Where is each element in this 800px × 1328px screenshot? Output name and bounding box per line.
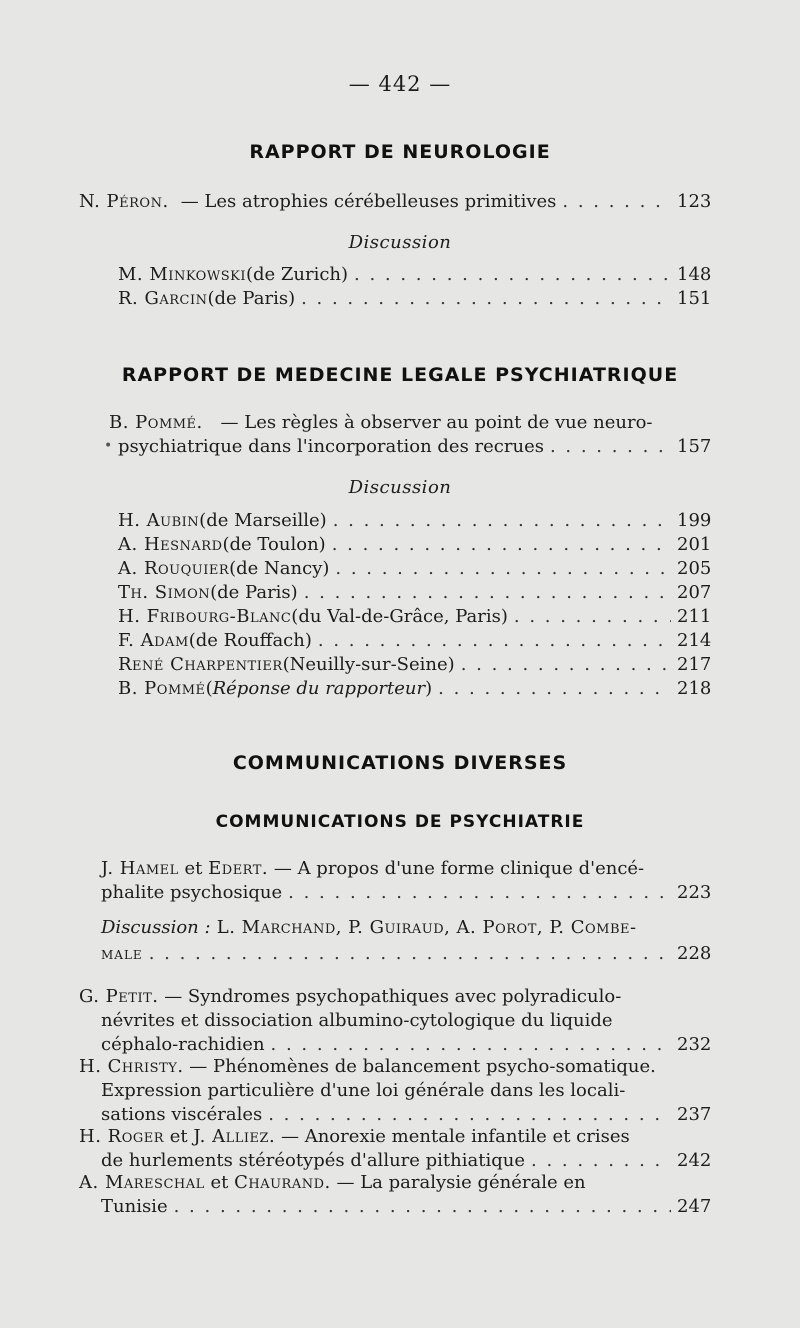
entry-author: A. Hesnard (118, 534, 223, 555)
entry-page: 232 (677, 1034, 712, 1055)
entry-place: (de Paris) (210, 582, 298, 603)
entry-title-line3: sations viscérales (101, 1104, 263, 1125)
entry-paren-open: ( (205, 678, 213, 699)
entry-place: (du Val-de-Grâce, Paris) (291, 606, 508, 627)
entry-place: (de Nancy) (229, 558, 330, 579)
dot-leader (514, 606, 671, 627)
entry-and: et (178, 858, 209, 879)
dot-leader (301, 288, 671, 309)
toc-entry-line1 (79, 986, 621, 1007)
entry-title-line1: — Anorexie mentale infantile et crises (275, 1126, 630, 1147)
toc-entry-line2 (101, 1196, 711, 1217)
entry-page: 247 (677, 1196, 712, 1217)
toc-entry (118, 510, 711, 531)
toc-entry-line1 (101, 858, 644, 879)
entry-author: René Charpentier (118, 654, 283, 675)
entry-author: B. Pommé (118, 678, 206, 699)
dot-leader (304, 582, 671, 603)
entry-place: (de Paris) (207, 288, 296, 309)
entry-page: 157 (677, 436, 712, 457)
entry-title-line2: phalite psychosique (101, 882, 283, 903)
entry-page: 211 (677, 606, 712, 627)
entry-title-line2: de hurlements stéréotypés d'allure pithiatique (101, 1150, 525, 1171)
entry-author: A. Rouquier (118, 558, 230, 579)
entry-author2: Edert. (208, 858, 269, 879)
entry-title-line3: céphalo-rachidien (101, 1034, 265, 1055)
toc-entry (118, 288, 711, 309)
dot-leader (354, 264, 671, 285)
entry-page: 217 (677, 654, 712, 675)
toc-entry-line3 (101, 1104, 711, 1125)
discussion-heading: Discussion (348, 232, 452, 253)
entry-author: H. Roger (79, 1126, 165, 1147)
dot-leader (332, 534, 671, 555)
dot-leader (550, 436, 671, 457)
entry-author: H. Fribourg-Blanc (118, 606, 292, 627)
dot-leader (335, 558, 671, 579)
entry-authors-cont: MALE (101, 948, 143, 962)
dot-leader (318, 630, 671, 651)
entry-page: 237 (677, 1104, 712, 1125)
toc-entry-line2 (101, 1150, 711, 1171)
section-title-medecine-legale: RAPPORT DE MEDECINE LEGALE PSYCHIATRIQUE (121, 364, 679, 386)
dot-leader (562, 191, 671, 212)
section-title-communications: COMMUNICATIONS DIVERSES (232, 752, 568, 774)
entry-author: H. Christy. (79, 1056, 184, 1077)
entry-author: Th. Simon (118, 582, 211, 603)
entry-author: J. Hamel (101, 858, 179, 879)
toc-entry-line3 (101, 1034, 711, 1055)
entry-place: (de Rouffach) (188, 630, 312, 651)
entry-paren-close: ) (425, 678, 433, 699)
entry-title: — Les atrophies cérébelleuses primitives (180, 191, 557, 212)
bullet-mark: • (104, 438, 113, 454)
toc-entry-line2 (101, 943, 711, 964)
entry-author: A. Mareschal (79, 1172, 205, 1193)
entry-title-line2: psychiatrique dans l'incorporation des recrues (118, 436, 544, 457)
toc-entry (79, 191, 711, 212)
toc-entry-line1 (101, 917, 637, 938)
toc-entry (118, 534, 711, 555)
subsection-title-psychiatrie: COMMUNICATIONS DE PSYCHIATRIE (215, 812, 585, 832)
toc-entry-line2 (101, 882, 711, 903)
entry-place: (Neuilly-sur-Seine) (282, 654, 455, 675)
page-number: — 442 — (348, 72, 452, 96)
entry-page: 214 (677, 630, 712, 651)
entry-author: H. Aubin (118, 510, 200, 531)
entry-place: (de Toulon) (222, 534, 326, 555)
entry-authors: L. Marchand, P. Guiraud, A. Porot, P. Combe- (210, 917, 637, 938)
entry-author: M. Minkowski (118, 264, 246, 285)
entry-page: 205 (677, 558, 712, 579)
entry-author2: J. Alliez. (193, 1126, 276, 1147)
dot-leader (271, 1034, 671, 1055)
toc-entry-line2: Expression particulière d'une loi générale dans les locali- (101, 1080, 626, 1101)
entry-author: B. Pommé. (109, 412, 203, 433)
dot-leader (438, 678, 671, 699)
entry-page: 228 (677, 943, 712, 964)
entry-page: 148 (677, 264, 712, 285)
entry-page: 207 (677, 582, 712, 603)
toc-entry-line2: névrites et dissociation albumino-cytologique du liquide (101, 1010, 613, 1031)
entry-and: et (164, 1126, 194, 1147)
entry-page: 218 (677, 678, 712, 699)
entry-author: R. Garcin (118, 288, 208, 309)
entry-author2: Chaurand. (234, 1172, 331, 1193)
entry-author: G. Petit. (79, 986, 159, 1007)
entry-page: 223 (677, 882, 712, 903)
entry-page: 199 (677, 510, 712, 531)
toc-entry-line1 (79, 1126, 630, 1147)
entry-author: F. Adam (118, 630, 189, 651)
dot-leader (268, 1104, 671, 1125)
entry-title-line2: Tunisie (101, 1196, 168, 1217)
dot-leader (288, 882, 671, 903)
entry-author: N. Péron. (79, 191, 169, 212)
entry-title-line1: — La paralysie générale en (330, 1172, 586, 1193)
toc-entry (118, 678, 711, 699)
dot-leader (149, 943, 671, 964)
toc-entry-line1 (109, 412, 653, 433)
entry-title-line1: — A propos d'une forme clinique d'encé- (268, 858, 645, 879)
toc-entry-line1 (79, 1172, 586, 1193)
section-title-neurologie: RAPPORT DE NEUROLOGIE (249, 141, 551, 163)
entry-title-line1: — Syndromes psychopathiques avec polyradiculo- (158, 986, 622, 1007)
entry-page: 123 (677, 191, 712, 212)
entry-title-line1: — Les règles à observer au point de vue neuro- (220, 412, 653, 433)
toc-entry (118, 630, 711, 651)
toc-entry-line1 (79, 1056, 656, 1077)
entry-title-line1: — Phénomènes de balancement psycho-somatique. (183, 1056, 656, 1077)
discussion-label: Discussion : (101, 917, 211, 938)
entry-and: et (204, 1172, 235, 1193)
discussion-heading: Discussion (348, 477, 452, 498)
toc-entry-line2 (118, 436, 711, 457)
dot-leader (174, 1196, 671, 1217)
dot-leader (531, 1150, 671, 1171)
entry-italic-note: Réponse du rapporteur (212, 678, 426, 699)
toc-entry (118, 264, 711, 285)
dot-leader (333, 510, 671, 531)
entry-page: 201 (677, 534, 712, 555)
entry-place: (de Marseille) (199, 510, 327, 531)
entry-page: 151 (677, 288, 712, 309)
entry-page: 242 (677, 1150, 712, 1171)
toc-entry (118, 582, 711, 603)
toc-entry (118, 606, 711, 627)
entry-place: (de Zurich) (245, 264, 349, 285)
toc-entry (118, 558, 711, 579)
toc-entry (118, 654, 711, 675)
dot-leader (461, 654, 671, 675)
